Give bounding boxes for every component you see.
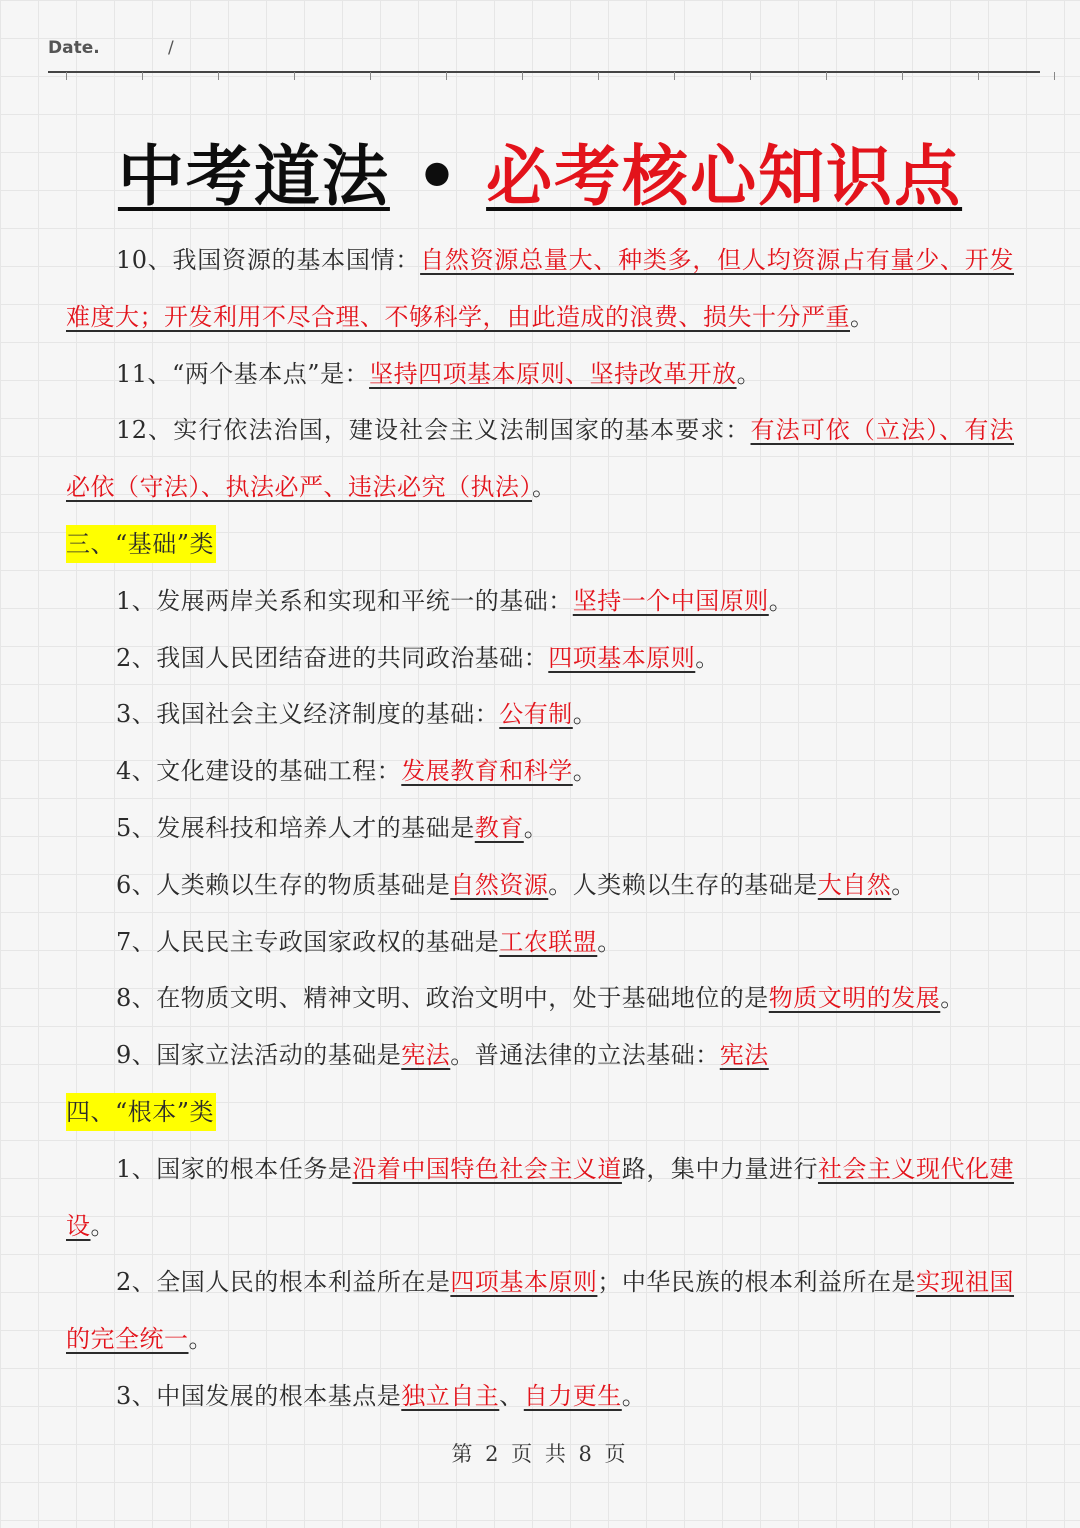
question-text: 6、人类赖以生存的物质基础是 [116, 870, 451, 899]
answer-text: 大自然 [817, 870, 892, 899]
title-dot: • [415, 138, 461, 215]
question-text: 。 [188, 1325, 213, 1354]
ruler-tick [826, 72, 827, 80]
question-text: 。 [597, 927, 622, 956]
section-heading-text: 四、“根本”类 [66, 1093, 216, 1131]
question-text: 。 [523, 813, 549, 842]
question-text: 。 [572, 700, 598, 729]
question-text: 。 [940, 984, 965, 1013]
answer-text: 自然资源总量大、种类多，但人均资源占有量少、开发难度大；开发利用不尽合理、不够科学，由此造成的浪费、损失十分严重 [66, 246, 1014, 331]
date-separator: / [168, 38, 174, 58]
knowledge-item [66, 346, 1014, 403]
page-footer: 第 2 页 共 8 页 [451, 1442, 629, 1466]
ruler-tick [66, 72, 67, 80]
ruler-tick [370, 72, 371, 80]
knowledge-item [66, 232, 1014, 346]
answer-text: 宪法 [719, 1041, 769, 1070]
knowledge-item [66, 1027, 1014, 1084]
question-text: 4、文化建设的基础工程： [116, 757, 402, 786]
ruler-tick [446, 72, 447, 80]
date-label: Date. [48, 38, 100, 58]
ruler-tick [978, 72, 979, 80]
title-subject: 中考道法 [117, 138, 390, 215]
answer-text: 有法可依（立法）、有法必依（守法）、执法必严、违法必究（执法） [66, 416, 1015, 502]
knowledge-item [66, 686, 1014, 743]
question-text: 、 [499, 1381, 524, 1410]
question-text: 。 [768, 586, 794, 615]
answer-text: 宪法 [401, 1041, 451, 1070]
knowledge-item [66, 970, 1014, 1027]
question-text: 12、实行依法治国，建设社会主义法制国家的基本要求： [116, 416, 751, 445]
title-topic: 必考核心知识点 [486, 138, 963, 215]
ruler-tick [142, 72, 143, 80]
answer-text: 实现祖国的完全统一 [66, 1268, 1015, 1354]
answer-text: 发展教育和科学 [401, 757, 573, 786]
knowledge-item [66, 1368, 1014, 1425]
question-text: 。 [621, 1381, 647, 1410]
answer-text: 坚持四项基本原则、坚持改革开放 [369, 359, 737, 388]
ruler-tick [218, 72, 219, 80]
knowledge-item [66, 402, 1014, 516]
content-body [66, 232, 1014, 1425]
knowledge-item [66, 630, 1014, 687]
knowledge-item [66, 914, 1014, 971]
ruler-tick [750, 72, 751, 80]
question-text: 。普通法律的立法基础： [450, 1041, 720, 1070]
section-heading-text: 三、“基础”类 [66, 525, 216, 563]
knowledge-item [66, 1141, 1014, 1255]
knowledge-item [66, 800, 1014, 857]
answer-text: 教育 [474, 813, 524, 842]
question-text: 。 [572, 757, 598, 786]
answer-text: 物质文明的发展 [768, 984, 941, 1013]
question-text: 。 [532, 473, 557, 502]
ruler-tick [1054, 72, 1055, 80]
question-text: 2、我国人民团结奋进的共同政治基础： [116, 643, 549, 672]
ruler-tick [522, 72, 523, 80]
question-text: 1、国家的根本任务是 [116, 1154, 353, 1183]
ruler-ticks [48, 72, 1040, 80]
knowledge-item [66, 857, 1014, 914]
answer-text: 自力更生 [523, 1381, 622, 1410]
question-text: 。 [736, 359, 762, 388]
question-text: 10、我国资源的基本国情： [116, 246, 421, 274]
answer-text: 工农联盟 [499, 927, 598, 956]
ruler-tick [902, 72, 903, 80]
answer-text: 四项基本原则 [450, 1268, 598, 1297]
question-text: 1、发展两岸关系和实现和平统一的基础： [116, 586, 573, 615]
question-text: ；中华民族的根本利益所在是 [597, 1268, 916, 1297]
question-text: 11、“两个基本点”是： [116, 359, 370, 388]
answer-text: 坚持一个中国原则 [572, 586, 769, 615]
knowledge-item [66, 573, 1014, 630]
question-text: 。 [891, 870, 916, 899]
page-header [0, 0, 1080, 90]
answer-text: 独立自主 [401, 1381, 500, 1410]
answer-text: 四项基本原则 [548, 643, 696, 672]
ruler-tick [674, 72, 675, 80]
ruler-tick [598, 72, 599, 80]
question-text: 3、我国社会主义经济制度的基础： [116, 700, 500, 729]
question-text: 。 [695, 643, 720, 672]
knowledge-item [66, 1254, 1014, 1368]
question-text: 2、全国人民的根本利益所在是 [116, 1268, 451, 1297]
answer-text: 公有制 [499, 700, 573, 729]
answer-text: 社会主义现代化建设 [66, 1154, 1015, 1240]
question-text: 。 [850, 302, 875, 331]
answer-text: 沿着中国特色社会主义道 [352, 1154, 622, 1183]
question-text: 5、发展科技和培养人才的基础是 [116, 813, 475, 842]
knowledge-item [66, 743, 1014, 800]
question-text: 9、国家立法活动的基础是 [116, 1041, 402, 1070]
answer-text: 自然资源 [450, 870, 549, 899]
question-text: 7、人民民主专政国家政权的基础是 [116, 927, 500, 956]
question-text: 。 [90, 1211, 115, 1240]
question-text: 3、中国发展的根本基点是 [116, 1381, 402, 1410]
question-text: 8、在物质文明、精神文明、政治文明中，处于基础地位的是 [116, 984, 769, 1013]
ruler-tick [294, 72, 295, 80]
question-text: 路，集中力量进行 [621, 1154, 818, 1183]
page-title [0, 132, 1080, 222]
question-text: 。人类赖以生存的基础是 [548, 870, 818, 899]
section-heading [66, 1084, 1014, 1141]
section-heading [66, 516, 1014, 573]
